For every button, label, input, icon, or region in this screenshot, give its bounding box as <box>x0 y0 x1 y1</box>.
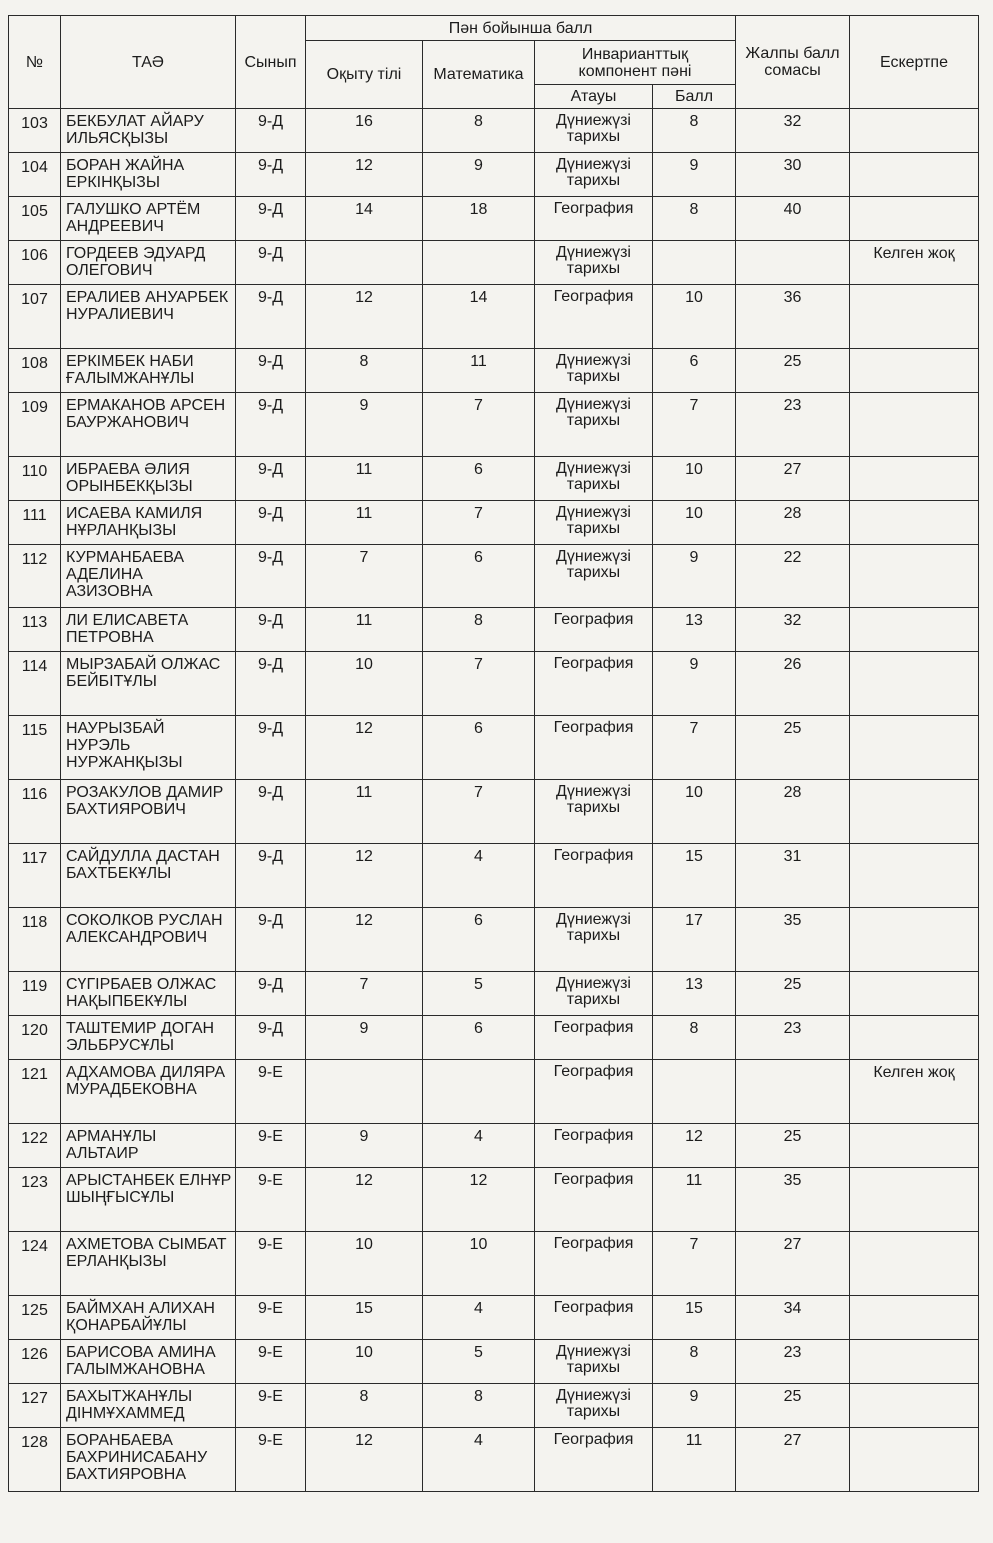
lang-score: 11 <box>306 608 423 652</box>
row-num: 121 <box>9 1060 61 1124</box>
lang-score: 7 <box>306 545 423 608</box>
student-name: БЕКБУЛАТ АЙАРУ ИЛЬЯСҚЫЗЫ <box>61 109 236 153</box>
subject-score: 8 <box>653 1016 736 1060</box>
total-score: 32 <box>736 608 850 652</box>
row-num: 118 <box>9 908 61 972</box>
row-num: 114 <box>9 652 61 716</box>
row-num: 123 <box>9 1168 61 1232</box>
subject-score: 7 <box>653 393 736 457</box>
subject-name: География <box>535 1060 653 1124</box>
subject-name: География <box>535 1168 653 1232</box>
math-score: 18 <box>423 197 535 241</box>
table-row <box>9 1168 979 1232</box>
remark-cell <box>850 349 979 393</box>
lang-score: 12 <box>306 285 423 349</box>
subject-name: Дүниежүзі тарихы <box>535 545 653 608</box>
table-row <box>9 349 979 393</box>
lang-score: 16 <box>306 109 423 153</box>
row-num: 126 <box>9 1340 61 1384</box>
subject-score: 6 <box>653 349 736 393</box>
class-cell: 9-Д <box>236 972 306 1016</box>
table-row <box>9 393 979 457</box>
student-name: ИСАЕВА КАМИЛЯ НҰРЛАНҚЫЗЫ <box>61 501 236 545</box>
table-body <box>9 109 979 1492</box>
class-cell: 9-Д <box>236 545 306 608</box>
student-name: НАУРЫЗБАЙ НУРЭЛЬ НУРЖАНҚЫЗЫ <box>61 716 236 780</box>
math-score: 8 <box>423 608 535 652</box>
row-num: 109 <box>9 393 61 457</box>
table-row <box>9 285 979 349</box>
class-cell: 9-Д <box>236 349 306 393</box>
math-score: 9 <box>423 153 535 197</box>
subject-score: 17 <box>653 908 736 972</box>
class-cell: 9-Д <box>236 908 306 972</box>
subject-score: 10 <box>653 457 736 501</box>
math-score: 14 <box>423 285 535 349</box>
class-cell: 9-Д <box>236 1016 306 1060</box>
student-name: ЛИ ЕЛИСАВЕТА ПЕТРОВНА <box>61 608 236 652</box>
subject-score: 8 <box>653 197 736 241</box>
subject-score: 9 <box>653 1384 736 1428</box>
total-score: 28 <box>736 501 850 545</box>
student-name: АРЫСТАНБЕК ЕЛНҰР ШЫҢҒЫСҰЛЫ <box>61 1168 236 1232</box>
class-cell: 9-Е <box>236 1296 306 1340</box>
remark-cell <box>850 972 979 1016</box>
row-num: 115 <box>9 716 61 780</box>
lang-score: 14 <box>306 197 423 241</box>
table-row <box>9 457 979 501</box>
row-num: 105 <box>9 197 61 241</box>
remark-cell <box>850 1384 979 1428</box>
total-score: 36 <box>736 285 850 349</box>
row-num: 122 <box>9 1124 61 1168</box>
table-row <box>9 1428 979 1492</box>
subject-name: География <box>535 716 653 780</box>
lang-score: 9 <box>306 1124 423 1168</box>
header-total: Жалпы балл сомасы <box>736 16 850 109</box>
lang-score: 9 <box>306 1016 423 1060</box>
header-remark: Ескертпе <box>850 16 979 109</box>
class-cell: 9-Д <box>236 844 306 908</box>
remark-cell <box>850 393 979 457</box>
table-row <box>9 197 979 241</box>
math-score: 6 <box>423 908 535 972</box>
table-row <box>9 153 979 197</box>
math-score: 7 <box>423 501 535 545</box>
remark-cell <box>850 1168 979 1232</box>
row-num: 116 <box>9 780 61 844</box>
math-score <box>423 1060 535 1124</box>
subject-name: Дүниежүзі тарихы <box>535 393 653 457</box>
subject-score <box>653 1060 736 1124</box>
student-name: ТАШТЕМИР ДОГАН ЭЛЬБРУСҰЛЫ <box>61 1016 236 1060</box>
subject-name: Дүниежүзі тарихы <box>535 1384 653 1428</box>
subject-name: Дүниежүзі тарихы <box>535 908 653 972</box>
header-name: ТАӘ <box>61 16 236 109</box>
subject-score: 15 <box>653 844 736 908</box>
row-num: 125 <box>9 1296 61 1340</box>
table-row <box>9 501 979 545</box>
table-row <box>9 1016 979 1060</box>
row-num: 119 <box>9 972 61 1016</box>
subject-name: Дүниежүзі тарихы <box>535 1340 653 1384</box>
remark-cell: Келген жоқ <box>850 1060 979 1124</box>
student-name: СҮГІРБАЕВ ОЛЖАС НАҚЫПБЕКҰЛЫ <box>61 972 236 1016</box>
row-num: 107 <box>9 285 61 349</box>
class-cell: 9-Д <box>236 780 306 844</box>
total-score: 28 <box>736 780 850 844</box>
math-score <box>423 241 535 285</box>
total-score <box>736 1060 850 1124</box>
student-name: МЫРЗАБАЙ ОЛЖАС БЕЙБІТҰЛЫ <box>61 652 236 716</box>
row-num: 108 <box>9 349 61 393</box>
lang-score: 8 <box>306 349 423 393</box>
math-score: 5 <box>423 972 535 1016</box>
remark-cell <box>850 608 979 652</box>
student-name: БАХЫТЖАНҰЛЫ ДІНМҰХАММЕД <box>61 1384 236 1428</box>
subject-score: 10 <box>653 501 736 545</box>
lang-score: 12 <box>306 1428 423 1492</box>
remark-cell <box>850 501 979 545</box>
total-score: 22 <box>736 545 850 608</box>
remark-cell <box>850 1016 979 1060</box>
student-name: ГОРДЕЕВ ЭДУАРД ОЛЕГОВИЧ <box>61 241 236 285</box>
row-num: 128 <box>9 1428 61 1492</box>
subject-score: 9 <box>653 545 736 608</box>
subject-name: Дүниежүзі тарихы <box>535 780 653 844</box>
header-math: Математика <box>423 41 535 109</box>
subject-score: 7 <box>653 1232 736 1296</box>
row-num: 106 <box>9 241 61 285</box>
subject-score: 10 <box>653 780 736 844</box>
total-score: 27 <box>736 1428 850 1492</box>
lang-score: 11 <box>306 501 423 545</box>
total-score: 32 <box>736 109 850 153</box>
subject-name: Дүниежүзі тарихы <box>535 153 653 197</box>
row-num: 111 <box>9 501 61 545</box>
subject-name: География <box>535 844 653 908</box>
lang-score: 12 <box>306 1168 423 1232</box>
subject-name: География <box>535 1428 653 1492</box>
header-invariant: Инварианттық компонент пәні <box>535 41 736 85</box>
row-num: 124 <box>9 1232 61 1296</box>
subject-name: География <box>535 285 653 349</box>
remark-cell <box>850 652 979 716</box>
student-name: ЕРКІМБЕК НАБИ ҒАЛЫМЖАНҰЛЫ <box>61 349 236 393</box>
subject-name: География <box>535 652 653 716</box>
row-num: 110 <box>9 457 61 501</box>
lang-score: 9 <box>306 393 423 457</box>
lang-score: 11 <box>306 780 423 844</box>
total-score: 25 <box>736 1124 850 1168</box>
subject-score: 10 <box>653 285 736 349</box>
subject-score: 9 <box>653 652 736 716</box>
class-cell: 9-Е <box>236 1124 306 1168</box>
table-row <box>9 1340 979 1384</box>
lang-score: 8 <box>306 1384 423 1428</box>
remark-cell <box>850 153 979 197</box>
subject-score: 12 <box>653 1124 736 1168</box>
row-num: 104 <box>9 153 61 197</box>
math-score: 10 <box>423 1232 535 1296</box>
lang-score: 10 <box>306 1340 423 1384</box>
header-inv-score: Балл <box>653 85 736 109</box>
total-score: 27 <box>736 1232 850 1296</box>
remark-cell <box>850 1124 979 1168</box>
total-score: 23 <box>736 1340 850 1384</box>
remark-cell <box>850 1428 979 1492</box>
subject-score: 9 <box>653 153 736 197</box>
results-table <box>8 15 979 1492</box>
remark-cell <box>850 780 979 844</box>
lang-score <box>306 1060 423 1124</box>
total-score: 23 <box>736 1016 850 1060</box>
math-score: 4 <box>423 844 535 908</box>
header-num: № <box>9 16 61 109</box>
subject-name: Дүниежүзі тарихы <box>535 501 653 545</box>
row-num: 127 <box>9 1384 61 1428</box>
math-score: 7 <box>423 780 535 844</box>
remark-cell <box>850 716 979 780</box>
class-cell: 9-Е <box>236 1060 306 1124</box>
subject-score: 13 <box>653 608 736 652</box>
row-num: 113 <box>9 608 61 652</box>
row-num: 112 <box>9 545 61 608</box>
student-name: ИБРАЕВА ӘЛИЯ ОРЫНБЕКҚЫЗЫ <box>61 457 236 501</box>
remark-cell <box>850 197 979 241</box>
remark-cell <box>850 109 979 153</box>
class-cell: 9-Д <box>236 285 306 349</box>
table-row <box>9 652 979 716</box>
subject-name: Дүниежүзі тарихы <box>535 109 653 153</box>
table-row <box>9 1384 979 1428</box>
class-cell: 9-Д <box>236 241 306 285</box>
math-score: 4 <box>423 1296 535 1340</box>
header-class: Сынып <box>236 16 306 109</box>
table-row <box>9 545 979 608</box>
subject-name: Дүниежүзі тарихы <box>535 457 653 501</box>
student-name: БАРИСОВА АМИНА ГАЛЫМЖАНОВНА <box>61 1340 236 1384</box>
remark-cell <box>850 545 979 608</box>
student-name: ГАЛУШКО АРТЁМ АНДРЕЕВИЧ <box>61 197 236 241</box>
class-cell: 9-Е <box>236 1232 306 1296</box>
total-score: 23 <box>736 393 850 457</box>
student-name: БОРАН ЖАЙНА ЕРКІНҚЫЗЫ <box>61 153 236 197</box>
student-name: БАЙМХАН АЛИХАН ҚОНАРБАЙҰЛЫ <box>61 1296 236 1340</box>
lang-score: 12 <box>306 844 423 908</box>
total-score: 26 <box>736 652 850 716</box>
class-cell: 9-Д <box>236 501 306 545</box>
total-score: 34 <box>736 1296 850 1340</box>
subject-score: 7 <box>653 716 736 780</box>
lang-score: 11 <box>306 457 423 501</box>
total-score: 30 <box>736 153 850 197</box>
student-name: СОКОЛКОВ РУСЛАН АЛЕКСАНДРОВИЧ <box>61 908 236 972</box>
math-score: 7 <box>423 652 535 716</box>
subject-name: География <box>535 1124 653 1168</box>
subject-name: География <box>535 1232 653 1296</box>
row-num: 103 <box>9 109 61 153</box>
total-score: 25 <box>736 716 850 780</box>
lang-score: 10 <box>306 652 423 716</box>
total-score: 31 <box>736 844 850 908</box>
student-name: ЕРМАКАНОВ АРСЕН БАУРЖАНОВИЧ <box>61 393 236 457</box>
table-header <box>9 16 979 109</box>
total-score: 25 <box>736 1384 850 1428</box>
table-row <box>9 716 979 780</box>
remark-cell <box>850 285 979 349</box>
row-num: 120 <box>9 1016 61 1060</box>
class-cell: 9-Д <box>236 197 306 241</box>
student-name: АХМЕТОВА СЫМБАТ ЕРЛАНҚЫЗЫ <box>61 1232 236 1296</box>
subject-name: География <box>535 1016 653 1060</box>
table-row <box>9 109 979 153</box>
lang-score: 7 <box>306 972 423 1016</box>
total-score: 35 <box>736 1168 850 1232</box>
subject-score: 11 <box>653 1168 736 1232</box>
table-row <box>9 844 979 908</box>
lang-score: 12 <box>306 908 423 972</box>
math-score: 6 <box>423 1016 535 1060</box>
math-score: 4 <box>423 1124 535 1168</box>
class-cell: 9-Е <box>236 1384 306 1428</box>
remark-cell <box>850 1296 979 1340</box>
table-row <box>9 908 979 972</box>
remark-cell: Келген жоқ <box>850 241 979 285</box>
subject-name: Дүниежүзі тарихы <box>535 349 653 393</box>
table-row <box>9 1232 979 1296</box>
remark-cell <box>850 908 979 972</box>
student-name: РОЗАКУЛОВ ДАМИР БАХТИЯРОВИЧ <box>61 780 236 844</box>
table-row <box>9 780 979 844</box>
math-score: 6 <box>423 545 535 608</box>
class-cell: 9-Д <box>236 608 306 652</box>
math-score: 4 <box>423 1428 535 1492</box>
table-row <box>9 1060 979 1124</box>
lang-score <box>306 241 423 285</box>
student-name: КУРМАНБАЕВА АДЕЛИНА АЗИЗОВНА <box>61 545 236 608</box>
lang-score: 15 <box>306 1296 423 1340</box>
math-score: 11 <box>423 349 535 393</box>
math-score: 6 <box>423 716 535 780</box>
total-score: 27 <box>736 457 850 501</box>
subject-name: Дүниежүзі тарихы <box>535 972 653 1016</box>
subject-score: 15 <box>653 1296 736 1340</box>
lang-score: 12 <box>306 153 423 197</box>
header-inv-name: Атауы <box>535 85 653 109</box>
total-score: 25 <box>736 972 850 1016</box>
subject-score: 13 <box>653 972 736 1016</box>
math-score: 8 <box>423 109 535 153</box>
student-name: АРМАНҰЛЫ АЛЬТАИР <box>61 1124 236 1168</box>
subject-score: 8 <box>653 109 736 153</box>
subject-score <box>653 241 736 285</box>
header-subject-score: Пән бойынша балл <box>306 16 736 41</box>
total-score <box>736 241 850 285</box>
table-row <box>9 1124 979 1168</box>
math-score: 7 <box>423 393 535 457</box>
table-row <box>9 1296 979 1340</box>
lang-score: 12 <box>306 716 423 780</box>
class-cell: 9-Е <box>236 1168 306 1232</box>
remark-cell <box>850 844 979 908</box>
total-score: 40 <box>736 197 850 241</box>
remark-cell <box>850 1340 979 1384</box>
subject-name: География <box>535 1296 653 1340</box>
row-num: 117 <box>9 844 61 908</box>
remark-cell <box>850 457 979 501</box>
table-row <box>9 241 979 285</box>
class-cell: 9-Д <box>236 153 306 197</box>
subject-name: География <box>535 197 653 241</box>
lang-score: 10 <box>306 1232 423 1296</box>
class-cell: 9-Д <box>236 652 306 716</box>
student-name: ЕРАЛИЕВ АНУАРБЕК НУРАЛИЕВИЧ <box>61 285 236 349</box>
math-score: 5 <box>423 1340 535 1384</box>
class-cell: 9-Е <box>236 1428 306 1492</box>
header-lang: Оқыту тілі <box>306 41 423 109</box>
subject-score: 8 <box>653 1340 736 1384</box>
student-name: АДХАМОВА ДИЛЯРА МУРАДБЕКОВНА <box>61 1060 236 1124</box>
math-score: 6 <box>423 457 535 501</box>
class-cell: 9-Д <box>236 457 306 501</box>
table-row <box>9 972 979 1016</box>
class-cell: 9-Е <box>236 1340 306 1384</box>
total-score: 35 <box>736 908 850 972</box>
math-score: 12 <box>423 1168 535 1232</box>
class-cell: 9-Д <box>236 393 306 457</box>
subject-name: Дүниежүзі тарихы <box>535 241 653 285</box>
total-score: 25 <box>736 349 850 393</box>
student-name: САЙДУЛЛА ДАСТАН БАХТБЕКҰЛЫ <box>61 844 236 908</box>
class-cell: 9-Д <box>236 716 306 780</box>
subject-score: 11 <box>653 1428 736 1492</box>
subject-name: География <box>535 608 653 652</box>
student-name: БОРАНБАЕВА БАХРИНИСАБАНУ БАХТИЯРОВНА <box>61 1428 236 1492</box>
remark-cell <box>850 1232 979 1296</box>
class-cell: 9-Д <box>236 109 306 153</box>
table-row <box>9 608 979 652</box>
math-score: 8 <box>423 1384 535 1428</box>
